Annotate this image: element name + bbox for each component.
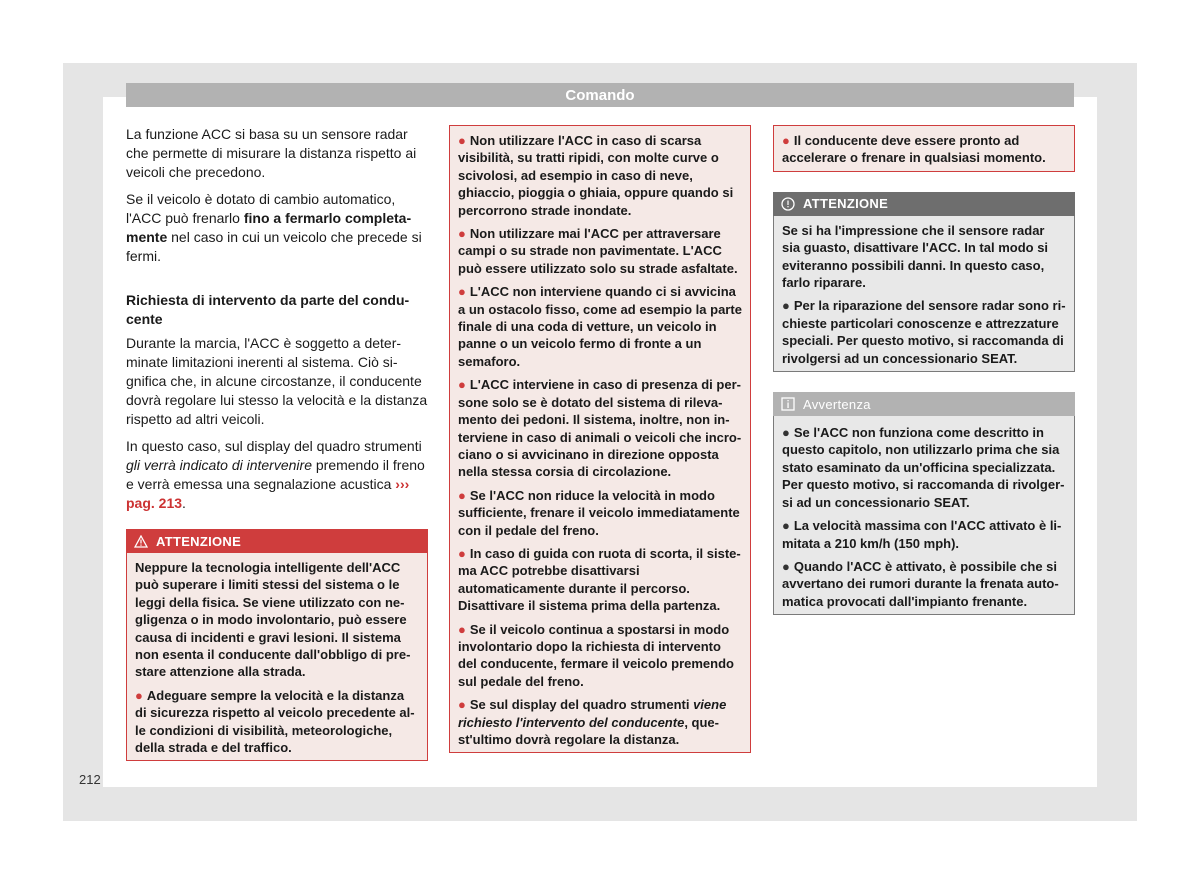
warning-box-title: ATTENZIONE <box>156 533 242 549</box>
bullet-dot: ● <box>782 298 790 314</box>
bullet-dot: ● <box>782 133 790 148</box>
warning-item: ● Non utilizzare mai l'ACC per attraversare campi o su strade non pavimentate. L'ACC può essere utilizzato solo su strade asfaltate. <box>458 226 738 276</box>
bullet-dot: ● <box>458 487 466 503</box>
warning-item: ● Non utilizzare l'ACC in caso di scarsa visibilità, su tratti ripidi, con molte curve o scivolosi, ad esempio in caso di neve, ghiaccio, pioggia o ghiaia, oppure quando si percorrono strade inondate. <box>458 133 734 218</box>
note-item: ● La velocità massima con l'ACC attivato è limitata a 210 km/h (150 mph). <box>782 518 1062 551</box>
warning-item: ● In caso di guida con ruota di scorta, il sistema ACC potrebbe disattivarsi automaticamente durante il percorso. Disattivare il sistema prima della partenza. <box>458 545 741 614</box>
note-box-header <box>773 392 1075 416</box>
bullet-dot: ● <box>782 425 790 441</box>
warning-intro: Neppure la tecnologia intelligente dell'ACC può superare i limiti stessi del sistema o le leggi della fisica. Se viene utilizzato con negligenza o in modo involontario, può essere causa di incidenti e gravi lesioni. Il sistema non esenta il conducente dall'obbligo di prestare attenzione alla strada. <box>135 560 411 680</box>
bullet-dot: ● <box>458 226 466 242</box>
bullet-dot: ● <box>458 697 466 713</box>
column-right <box>773 125 1075 615</box>
note-box-body <box>773 416 1075 615</box>
caution-bullet: ● Per la riparazione del sensore radar sono richieste particolari conoscenze e attrezzature speciali. Per questo motivo, si raccomanda di rivolgersi ad un concessionario SEAT. <box>782 298 1066 366</box>
section-title: Comando <box>565 87 635 104</box>
column-middle <box>449 125 751 753</box>
intro-paragraph: La funzione ACC si basa su un sensore radar che permette di misurare la distanza rispetto ai veicoli che precedono. <box>126 126 417 180</box>
bullet-dot: ● <box>135 687 143 703</box>
caution-box-body <box>773 216 1075 372</box>
exclamation-circle-icon <box>781 197 795 211</box>
warning-item: ● L'ACC non interviene quando ci si avvicina a un ostacolo fisso, come ad esempio la parte finale di una coda di vetture, un veicolo in panne o un veicolo fermo di fronte a un semaforo. <box>458 284 742 369</box>
warning-item: ● Il conducente deve essere pronto ad accelerare o frenare in qualsiasi momento. <box>782 133 1046 166</box>
warning-box <box>126 529 428 761</box>
caution-box-header <box>773 192 1075 216</box>
warning-end-box <box>773 125 1075 172</box>
bullet-dot: ● <box>458 284 466 300</box>
info-icon <box>781 397 795 411</box>
note-item: ● Se l'ACC non funziona come descritto in questo capitolo, non utilizzarlo prima che sia stato esaminato da un'officina specializzata. Per questo motivo, si raccomanda di rivolgersi ad un concessionario SEAT. <box>782 425 1065 510</box>
display-paragraph: In questo caso, sul display del quadro strumenti gli verrà indicato di intervenire premendo il freno e verrà emessa una segnalazione acustica ››› pag. 213. <box>126 438 425 511</box>
warning-continued-box <box>449 125 751 753</box>
warning-item: ● Se sul display del quadro strumenti viene richiesto l'intervento del conducente, quest'ultimo dovrà regolare la distanza. <box>458 697 727 747</box>
warning-box-body <box>126 553 428 761</box>
subheading: Richiesta di intervento da parte del conducente <box>126 292 410 327</box>
bullet-dot: ● <box>458 621 466 637</box>
caution-intro: Se si ha l'impressione che il sensore radar sia guasto, disattivare l'ACC. In tal modo si eviteranno possibili danni. In questo caso, farlo riparare. <box>782 222 1049 291</box>
bullet-dot: ● <box>782 558 790 574</box>
page-number: 212 <box>79 772 101 787</box>
warning-item: ● Se il veicolo continua a spostarsi in modo involontario dopo la richiesta di intervento del conducente, fermare il veicolo premendo sul pedale del freno. <box>458 621 734 689</box>
warning-triangle-icon <box>134 535 148 548</box>
warning-box-header <box>126 529 428 553</box>
bullet-dot: ● <box>458 133 466 148</box>
note-item: ● Quando l'ACC è attivato, è possibile che si avvertano dei rumori durante la frenata automatica provocati dall'impianto frenante. <box>782 558 1059 609</box>
column-left <box>126 125 428 761</box>
automatic-gearbox-paragraph: Se il veicolo è dotato di cambio automatico, l'ACC può frenarlo fino a fermarlo completamente nel caso in cui un veicolo che precede si fermi. <box>126 191 422 264</box>
note-box <box>773 392 1075 615</box>
warning-item: ● Se l'ACC non riduce la velocità in modo sufficiente, frenare il veicolo immediatamente con il pedale del freno. <box>458 487 740 538</box>
caution-box-title: ATTENZIONE <box>803 196 889 212</box>
bullet-dot: ● <box>458 545 466 561</box>
note-box-title: Avvertenza <box>803 396 871 412</box>
caution-box <box>773 192 1075 372</box>
section-header <box>126 83 1074 107</box>
warning-bullet: ● Adeguare sempre la velocità e la distanza di sicurezza rispetto al veicolo precedente alle condizioni di visibilità, meteorologiche, della strada e del traffico. <box>135 687 415 756</box>
limitations-paragraph: Durante la marcia, l'ACC è soggetto a determinate limitazioni inerenti al sistema. Ciò significa che, in alcune circostanze, il conducente dovrà regolare lui stesso la velocità e la distanza rispetto ad altri veicoli. <box>126 335 428 427</box>
bullet-dot: ● <box>458 377 466 393</box>
bullet-dot: ● <box>782 518 790 534</box>
page-reference-link[interactable]: ››› pag. 213 <box>126 476 410 511</box>
warning-item: ● L'ACC interviene in caso di presenza di persone solo se è dotato del sistema di rilevamento dei pedoni. Il sistema, inoltre, non interviene in caso di animali o veicoli che incrociano o si avvicinano in direzione opposta nella stessa corsia di circolazione. <box>458 377 742 480</box>
